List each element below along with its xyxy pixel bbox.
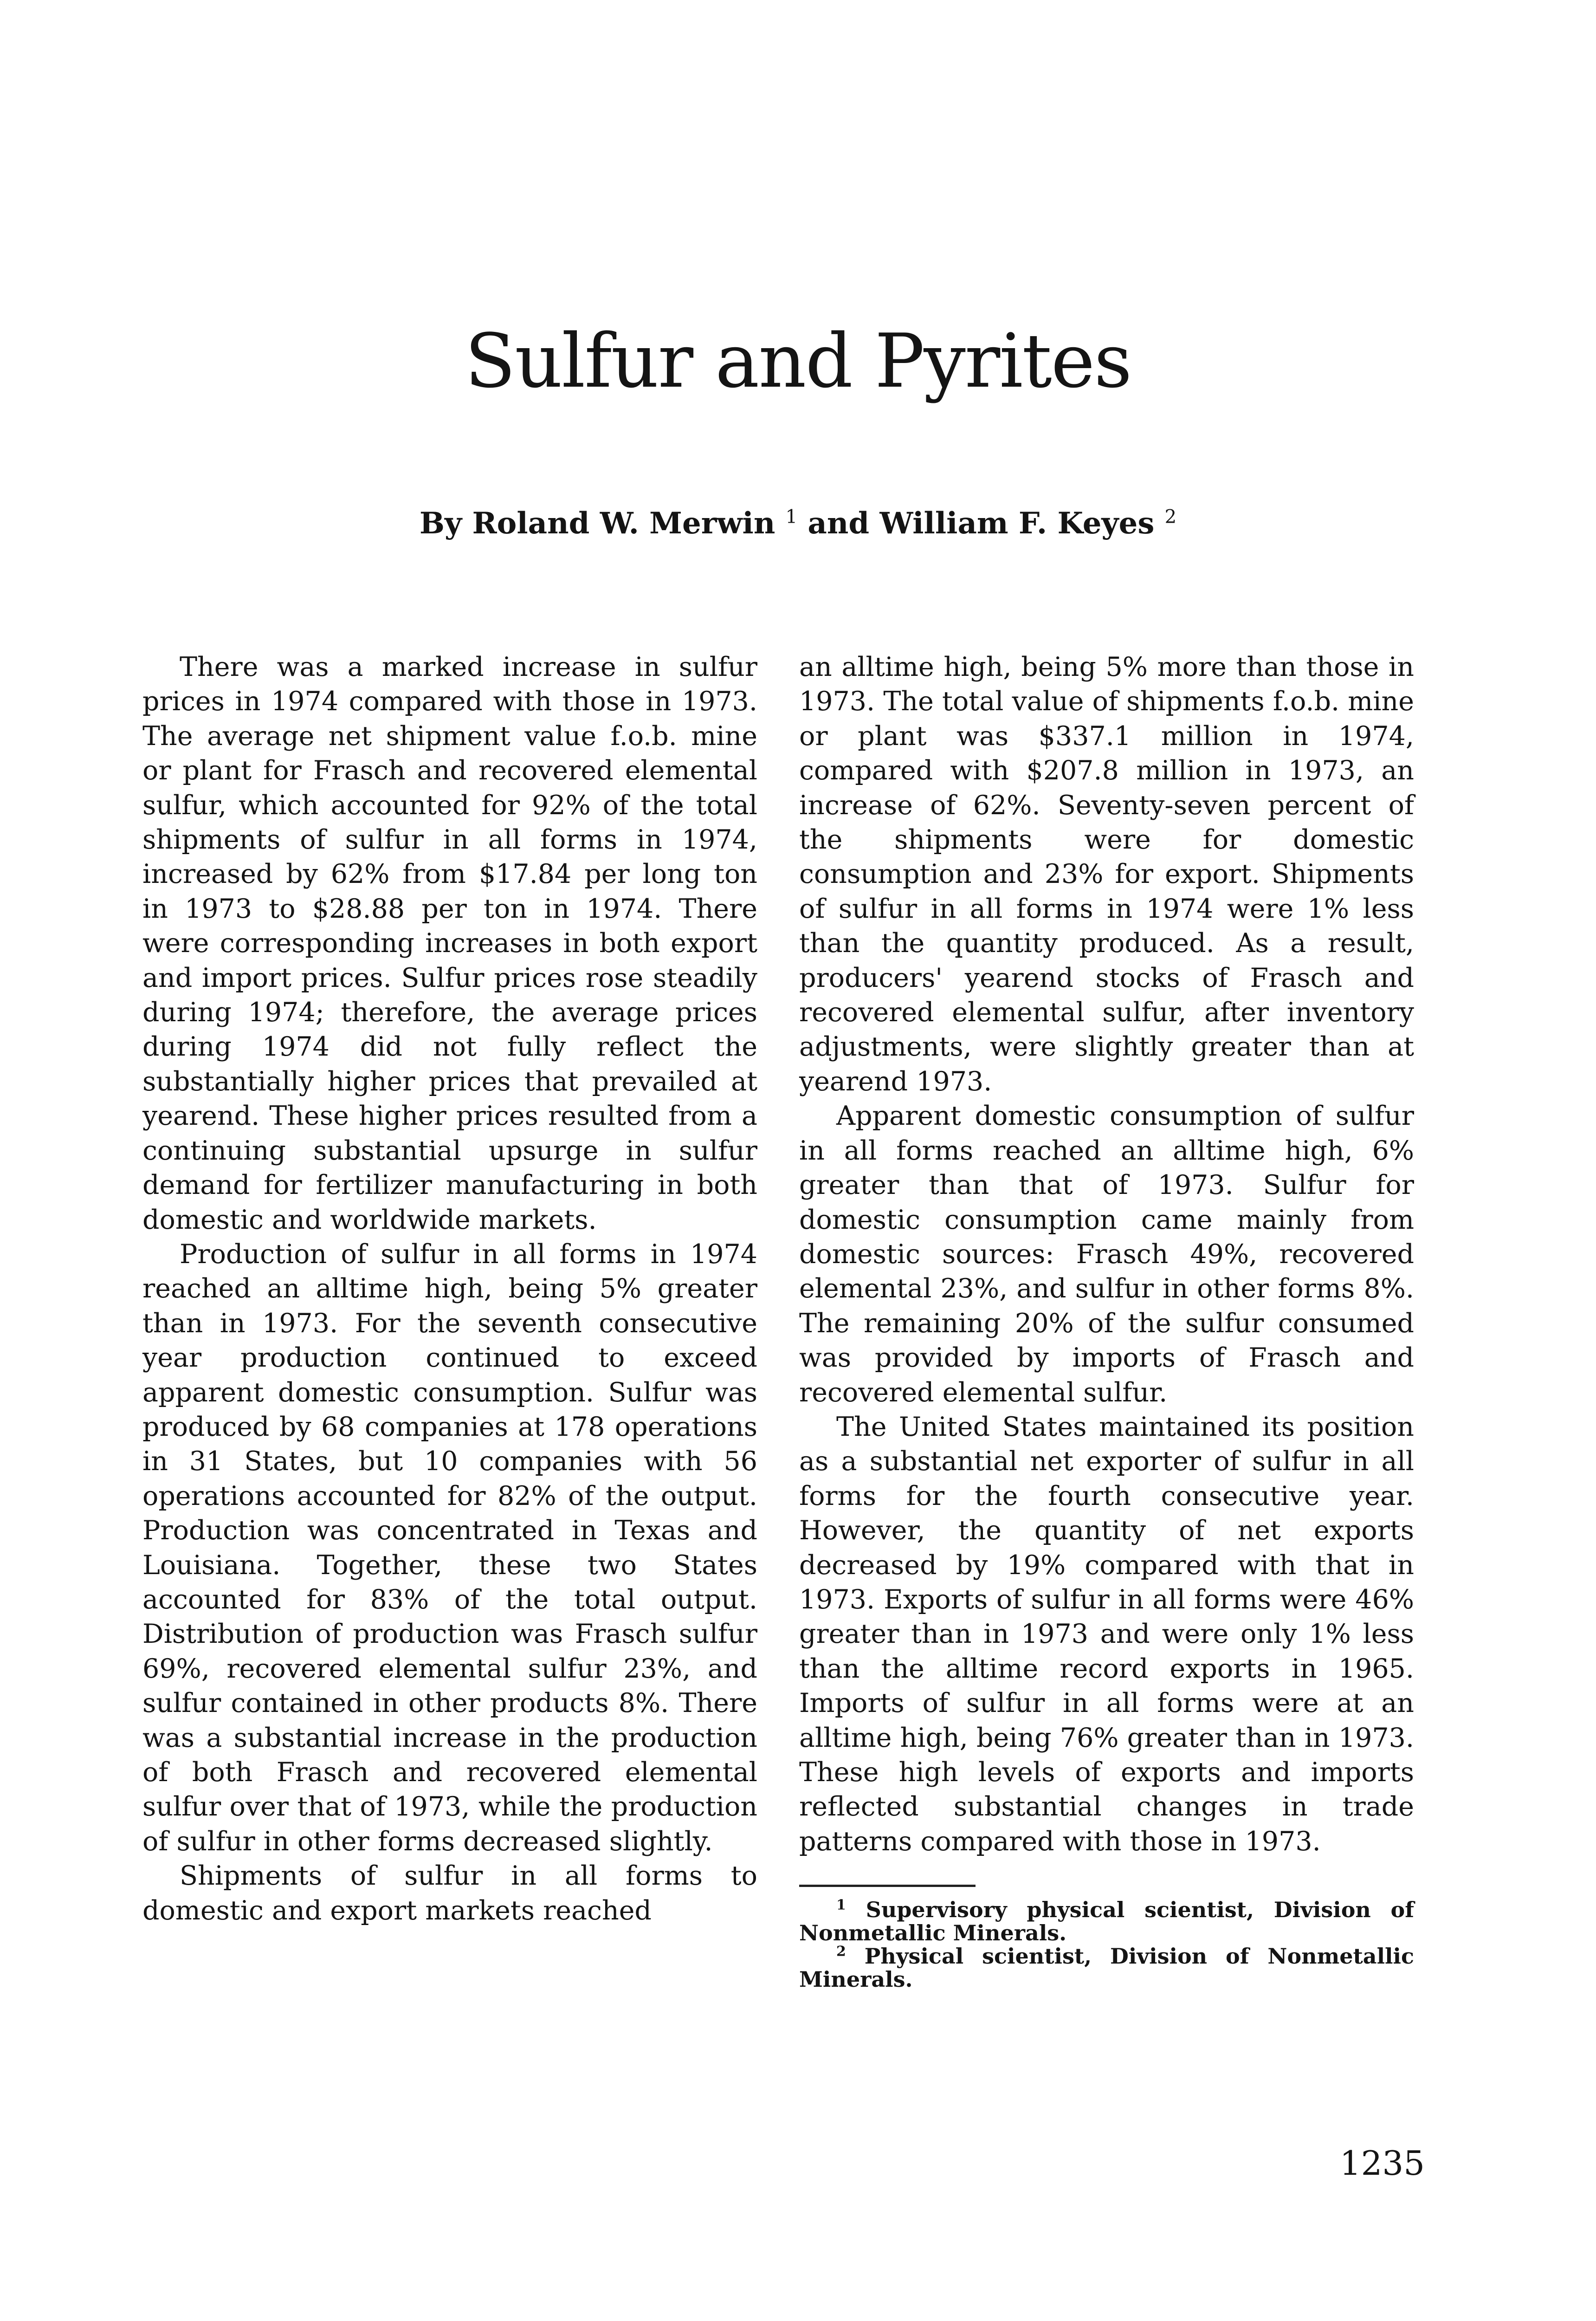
footnote-2-text: Physical scientist, Division of Nonmetallic Minerals. <box>799 1944 1415 1992</box>
footnotes <box>799 1898 1414 1991</box>
paragraph-production: Production of sulfur in all forms in 1974 reached an alltime high, being 5% greater than in 1973. For the seventh consecutive year production continued to exceed apparent domestic consumption. Sulfur was produced by 68 companies at 178 operations in 31 States, but 10 companies with 56 operations accounted for 82% of the output. Production was concentrated in Texas and Louisiana. Together, these two States accounted for 83% of the total output. Distribution of production was Frasch sulfur 69%, recovered elemental sulfur 23%, and sulfur contained in other products 8%. There was a substantial increase in the production of both Frasch and recovered elemental sulfur over that of 1973, while the production of sulfur in other forms decreased slightly. <box>142 1238 757 1857</box>
footnote-1-text: Supervisory physical scientist, Division of Nonmetallic Minerals. <box>799 1897 1414 1946</box>
footnote-1-mark: 1 <box>836 1897 846 1913</box>
paragraph-shipments-continued: an alltime high, being 5% more than those in 1973. The total value of shipments f.o.b. mine or plant was $337.1 million in 1974, compared with $207.8 million in 1973, an increase of 62%. Seventy-seven percent of the shipments were for domestic consumption and 23% for export. Shipments of sulfur in all forms in 1974 were 1% less than the quantity produced. As a result, producers' yearend stocks of Frasch and recovered elemental sulfur, after inventory adjustments, were slightly greater than at yearend 1973. <box>799 652 1414 1097</box>
byline-author-2: and William F. Keyes <box>808 506 1155 541</box>
paragraph-consumption: Apparent domestic consumption of sulfur in all forms reached an alltime high, 6% greater than that of 1973. Sulfur for domestic consumption came mainly from domestic sources: Frasch 49%, recovered elemental 23%, and sulfur in other forms 8%. The remaining 20% of the sulfur consumed was provided by imports of Frasch and recovered elemental sulfur. <box>799 1101 1414 1408</box>
byline <box>0 506 1596 542</box>
article-title: Sulfur and Pyrites <box>465 318 1131 404</box>
footnote-2-mark: 2 <box>836 1943 846 1960</box>
footnote-2 <box>799 1945 1414 1991</box>
byline-author-1: By Roland W. Merwin <box>419 506 775 541</box>
left-column <box>142 650 757 1928</box>
footnote-mark-1: 1 <box>785 506 798 528</box>
footnote-divider <box>799 1885 976 1887</box>
paragraph-shipments-start: Shipments of sulfur in all forms to domestic and export markets reached <box>142 1861 757 1926</box>
paragraph-prices: There was a marked increase in sulfur prices in 1974 compared with those in 1973. The average net shipment value f.o.b. mine or plant for Frasch and recovered elemental sulfur, which accounted for 92% of the total shipments of sulfur in all forms in 1974, increased by 62% from $17.84 per long ton in 1973 to $28.88 per ton in 1974. There were corresponding increases in both export and import prices. Sulfur prices rose steadily during 1974; therefore, the average prices during 1974 did not fully reflect the substantially higher prices that prevailed at yearend. These higher prices resulted from a continuing substantial upsurge in sulfur demand for fertilizer manufacturing in both domestic and worldwide markets. <box>142 652 757 1235</box>
right-column <box>799 650 1414 1991</box>
footnote-mark-2: 2 <box>1164 506 1177 528</box>
page-number: 1235 <box>1339 2144 1425 2183</box>
paragraph-trade: The United States maintained its position as a substantial net exporter of sulfur in all forms for the fourth consecutive year. However, the quantity of net exports decreased by 19% compared with that in 1973. Exports of sulfur in all forms were 46% greater than in 1973 and were only 1% less than the alltime record exports in 1965. Imports of sulfur in all forms were at an alltime high, being 76% greater than in 1973. These high levels of exports and imports reflected substantial changes in trade patterns compared with those in 1973. <box>799 1411 1414 1857</box>
footnote-1 <box>799 1898 1414 1945</box>
